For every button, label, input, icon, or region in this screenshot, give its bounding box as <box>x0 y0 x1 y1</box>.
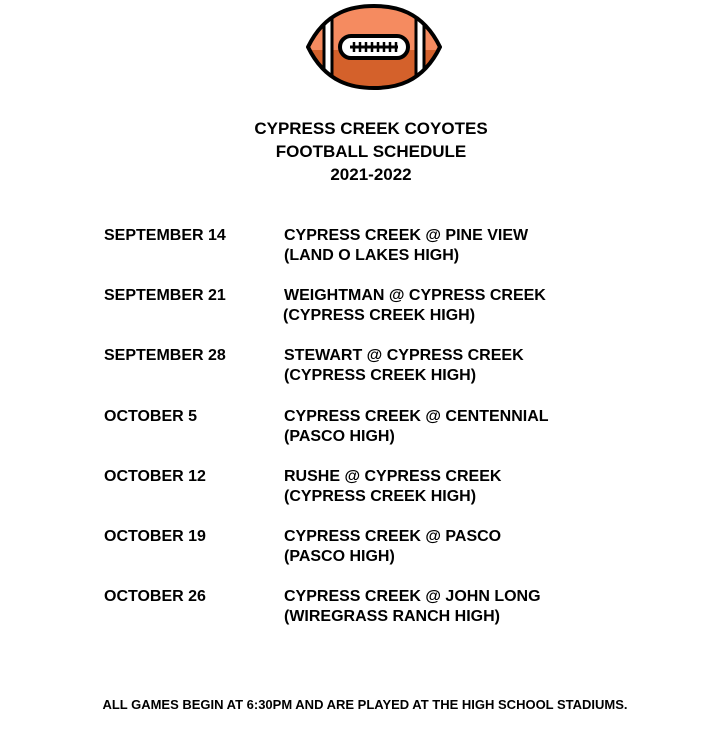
game-matchup: CYPRESS CREEK @ JOHN LONG <box>284 588 541 606</box>
game-matchup: WEIGHTMAN @ CYPRESS CREEK <box>284 287 546 305</box>
game-matchup: RUSHE @ CYPRESS CREEK <box>284 467 502 485</box>
schedule-row <box>104 286 664 346</box>
game-date: OCTOBER 19 <box>104 527 206 545</box>
schedule-row <box>104 226 664 286</box>
game-venue: (CYPRESS CREEK HIGH) <box>284 487 477 505</box>
schedule-list <box>104 226 664 647</box>
schedule-row <box>104 407 664 467</box>
title-season: 2021-2022 <box>330 165 412 184</box>
game-venue: (PASCO HIGH) <box>284 427 395 445</box>
game-venue: (CYPRESS CREEK HIGH) <box>283 307 476 325</box>
schedule-title <box>0 117 728 186</box>
game-date: OCTOBER 26 <box>104 588 206 606</box>
game-date: SEPTEMBER 28 <box>104 347 226 365</box>
game-venue: (PASCO HIGH) <box>284 547 395 565</box>
game-venue: (CYPRESS CREEK HIGH) <box>284 367 477 385</box>
schedule-row <box>104 467 664 527</box>
game-venue: (WIREGRASS RANCH HIGH) <box>284 608 500 626</box>
football-icon <box>306 4 442 90</box>
game-date: OCTOBER 12 <box>104 467 206 485</box>
footer-note: ALL GAMES BEGIN AT 6:30PM AND ARE PLAYED AT THE HIGH SCHOOL STADIUMS. <box>102 697 628 712</box>
game-matchup: CYPRESS CREEK @ CENTENNIAL <box>284 407 549 425</box>
game-date: OCTOBER 5 <box>104 407 198 425</box>
game-matchup: CYPRESS CREEK @ PINE VIEW <box>284 227 529 244</box>
schedule-row <box>104 346 664 406</box>
title-team-name: CYPRESS CREEK COYOTES <box>254 119 488 138</box>
game-venue: (LAND O LAKES HIGH) <box>284 247 460 264</box>
game-matchup: STEWART @ CYPRESS CREEK <box>284 347 524 365</box>
title-schedule-label: FOOTBALL SCHEDULE <box>275 142 467 161</box>
game-date: SEPTEMBER 14 <box>104 227 226 244</box>
schedule-row <box>104 527 664 587</box>
game-matchup: CYPRESS CREEK @ PASCO <box>284 527 502 545</box>
schedule-row <box>104 587 664 647</box>
game-date: SEPTEMBER 21 <box>104 287 226 305</box>
